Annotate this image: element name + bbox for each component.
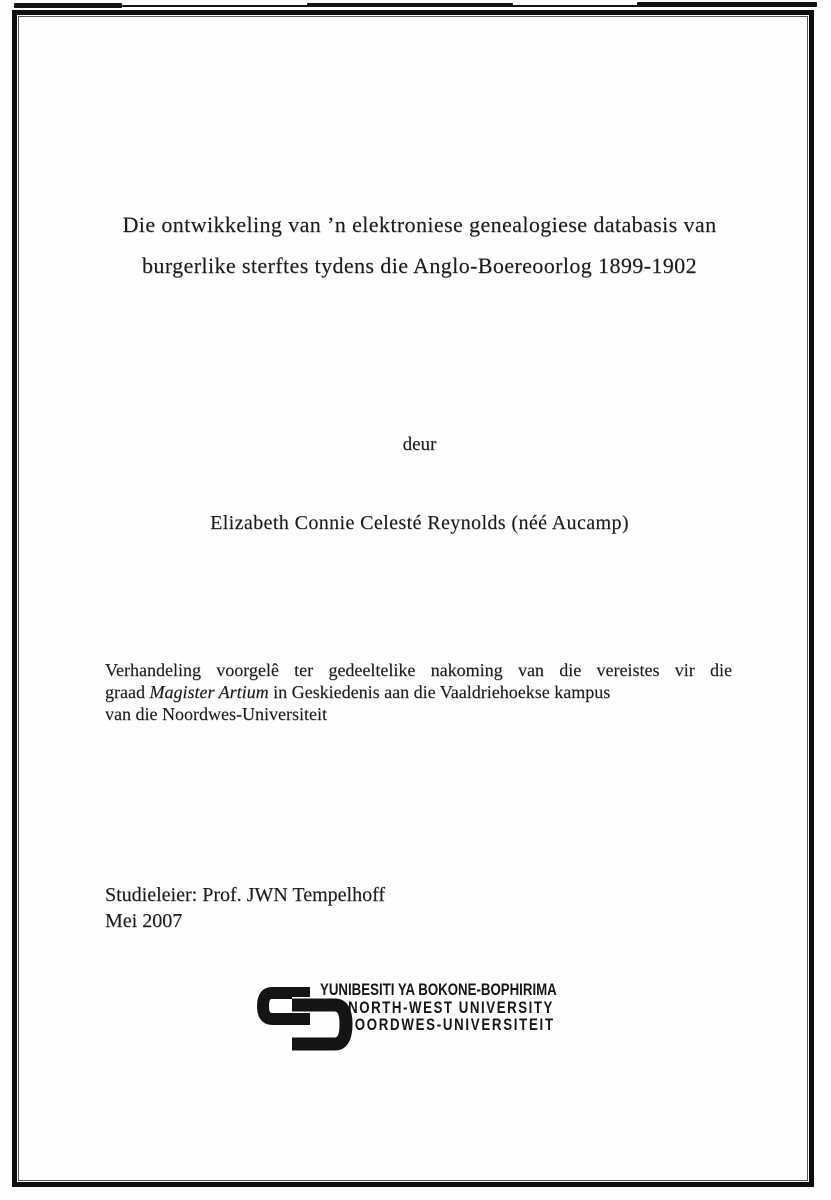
title-line-1: Die ontwikkeling van ’n elektroniese genealogiese databasis van [122, 212, 717, 237]
supervisor-block [105, 882, 385, 934]
statement-line-2-prefix: graad [105, 682, 150, 702]
logo-text-line-1: YUNIBESITI YA BOKONE-BOPHIRIMA [320, 980, 557, 999]
logo-text-line-3: NOORDWES-UNIVERSITEIT [343, 1015, 555, 1034]
logo-text-line-2: NORTH-WEST UNIVERSITY [348, 997, 554, 1017]
title-line-2: burgerlike sterftes tydens die Anglo-Boereoorlog 1899-1902 [142, 253, 697, 278]
thesis-title [48, 204, 791, 286]
scan-artifact-mark [122, 5, 308, 7]
statement-line-2 [105, 681, 732, 703]
degree-statement [105, 659, 732, 725]
scan-artifact-mark [307, 3, 513, 7]
byline-deur: deur [402, 434, 437, 455]
author-name: Elizabeth Connie Celesté Reynolds (néé Aucamp) [210, 512, 629, 534]
scan-artifact-mark [512, 5, 638, 7]
statement-line-2-suffix: in Geskiedenis aan die Vaaldriehoekse kampus [268, 682, 611, 702]
scan-artifact-mark [637, 2, 817, 7]
supervisor-line: Studieleier: Prof. JWN Tempelhoff [105, 884, 386, 906]
statement-line-1: Verhandeling voorgelê ter gedeeltelike nakoming van die vereistes vir die [105, 660, 732, 680]
date-line: Mei 2007 [105, 910, 183, 932]
statement-line-3: van die Noordwes-Universiteit [105, 704, 327, 724]
degree-name-italic: Magister Artium [149, 682, 269, 702]
scan-artifact-mark [14, 3, 122, 8]
university-logo-text [320, 981, 557, 1034]
